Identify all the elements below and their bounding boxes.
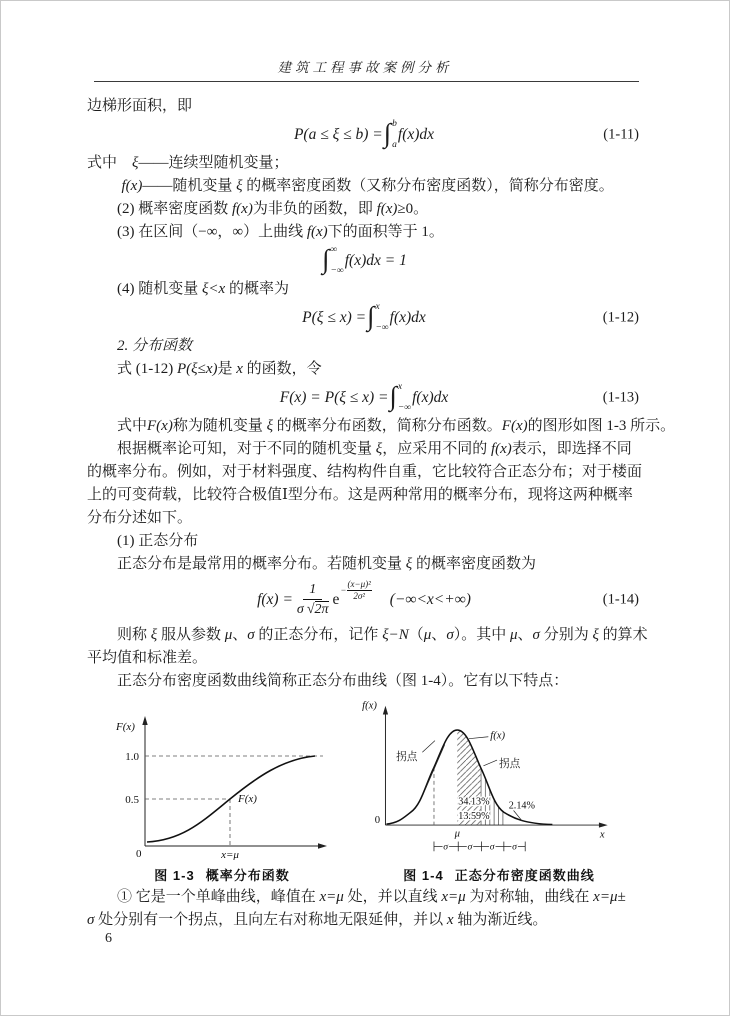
text-line [87, 221, 641, 244]
text-run: 为非负的函数，即 [252, 201, 377, 217]
text-run: 下的面积等于 1。 [327, 224, 444, 240]
inflection-left-label: 拐点 [396, 751, 418, 764]
inline-math: μ [423, 627, 432, 643]
sigma-label: σ [443, 841, 449, 853]
lower-limit: −∞ [330, 265, 344, 276]
denominator [297, 600, 329, 618]
text-run: 处分别有一个拐点，且向左右对称地无限延伸，并以 [94, 912, 447, 928]
lower-limit: −∞ [397, 402, 412, 413]
inline-math: ξ<x [202, 281, 226, 297]
inline-math: x [236, 361, 243, 377]
paragraph-group [87, 152, 641, 244]
text-run: 称为随机变量 [172, 418, 267, 434]
inflection-right-label: 拐点 [499, 757, 521, 770]
distribution-function-plot [87, 710, 357, 860]
text-run: 的概率密度函数（又称分布密度函数），简称分布密度。 [242, 178, 614, 194]
text-line [87, 461, 641, 484]
text-run: 的函数，令 [242, 361, 322, 377]
equation-number: (1-14) [602, 591, 639, 608]
tick-0.5: 0.5 [125, 794, 139, 806]
text-run: 正态分布是最常用的概率分布。若随机变量 [117, 556, 406, 572]
text-run: (2) 概率密度函数 [117, 201, 232, 217]
inline-math: f(x) [490, 441, 512, 457]
leader-inflection-right [483, 760, 497, 766]
integral [389, 380, 412, 413]
upper-limit: x [397, 382, 403, 392]
inline-math: F(x) [501, 418, 528, 434]
lower-limit: a [392, 139, 397, 150]
inline-math: F(x) [147, 418, 173, 434]
figure-1-3 [87, 710, 357, 884]
tangent-stroke [425, 745, 444, 790]
equation-1-14 [87, 578, 641, 622]
text-run: 分别为 [539, 627, 593, 643]
text-line [87, 647, 641, 670]
x-axis-arrow [318, 843, 327, 848]
integral-sign: ∫ [389, 380, 397, 411]
text-line [87, 507, 641, 530]
inline-math: f(x) [232, 201, 253, 217]
text-run: 表示，即选择不同 [511, 441, 632, 457]
paragraph-group [87, 886, 641, 932]
text-line [87, 95, 641, 118]
text-run: 根据概率论可知，对于不同的随机变量 [117, 441, 376, 457]
pct-1sigma-label: 34.13% [458, 796, 490, 808]
text-line [87, 175, 641, 198]
text-line [87, 553, 641, 576]
text-run: 服从参数 [157, 627, 225, 643]
equation-body [257, 579, 471, 618]
integral-sign: ∫ [383, 117, 392, 148]
fraction [297, 582, 329, 618]
integral-limits [392, 120, 397, 150]
integral-limits [398, 383, 411, 413]
exponent [340, 579, 371, 601]
inline-math: x=μ± [593, 889, 626, 905]
text-run: 的概率为 [225, 281, 289, 297]
paragraph-group [87, 278, 641, 301]
inline-math: ξ [150, 627, 158, 643]
paragraph-group [87, 95, 641, 118]
paragraph-group [87, 335, 641, 381]
text-run: 2. 分布函数 [117, 338, 193, 354]
x-axis-end-label: x [599, 828, 605, 841]
text-line [87, 670, 641, 693]
inline-math: x=μ [319, 889, 344, 905]
text-line [87, 530, 641, 553]
cdf-curve [147, 756, 315, 842]
radical-sign: √ [306, 602, 315, 617]
text-line [87, 886, 641, 909]
text-run: ）。其中 [453, 627, 510, 643]
text-run: (3) 在区间（−∞，∞）上曲线 [117, 224, 307, 240]
inline-math: ξ [266, 418, 274, 434]
inline-math: ξ [375, 441, 383, 457]
text-run: 边梯形面积，即 [87, 98, 193, 114]
text-line [87, 415, 676, 438]
equation-1-11 [87, 117, 641, 150]
pct-2sigma-label: 13.59% [458, 811, 490, 823]
inline-math: μ [224, 627, 233, 643]
sigma-label: σ [512, 841, 517, 853]
paragraph-group [87, 415, 676, 576]
numerator: 1 [303, 582, 322, 600]
y-axis-arrow [383, 706, 388, 715]
inline-math: f(x) [306, 224, 328, 240]
inline-math: σ [532, 627, 540, 643]
domain-note: (−∞<x<+∞) [389, 591, 471, 608]
text-run: (4) 随机变量 [117, 281, 202, 297]
inline-math: σ [446, 627, 454, 643]
equation-number: (1-11) [603, 126, 639, 143]
inline-math: ξ [592, 627, 599, 643]
text-run: ≥0。 [397, 201, 429, 217]
text-run: 轴为渐近线。 [453, 912, 548, 928]
exp-fraction [347, 579, 372, 601]
text-run: (1) 正态分布 [117, 533, 199, 549]
equation-number: (1-12) [602, 309, 639, 326]
sigma: σ [296, 602, 304, 617]
curve-label: F(x) [238, 793, 257, 805]
text-line [87, 358, 641, 381]
caption-title: 概率分布函数 [205, 868, 290, 883]
eq-term: f(x)dx [389, 309, 426, 326]
text-run: 式中 [117, 418, 148, 434]
figure-caption [154, 865, 289, 884]
inline-math: x=μ [441, 889, 466, 905]
text-run: 、 [517, 627, 533, 643]
running-header: 建筑工程事故案例分析 [277, 60, 453, 75]
integral-limits [331, 246, 344, 276]
curve-label: f(x) [490, 729, 506, 742]
eq-term: F(x) = P(ξ ≤ x) = [279, 389, 389, 406]
inline-math: ξ−N [382, 627, 409, 643]
text-run: （ [408, 627, 424, 643]
paragraph-group [87, 624, 648, 693]
text-run: 、 [431, 627, 447, 643]
lower-limit: −∞ [375, 322, 389, 333]
text-run: 为对称轴，曲线在 [465, 889, 594, 905]
equation-body [302, 300, 426, 333]
text-run: 的概率分布。例如，对于材料强度、结构构件自重，它比较符合正态分布；对于楼面 [87, 464, 643, 480]
text-line [87, 335, 641, 358]
integral [367, 300, 389, 333]
inline-math: σ [87, 912, 95, 928]
text-line [87, 909, 641, 932]
equation-number: (1-13) [602, 389, 639, 406]
equation-body [293, 117, 435, 150]
equation-1-13 [87, 380, 641, 413]
eq-term: f(x) = [257, 591, 293, 608]
y-axis-arrow [142, 716, 147, 725]
caption-label: 图 1-3 [154, 868, 195, 883]
text-run: ① 它是一个单峰曲线，峰值在 [117, 889, 320, 905]
text-line [87, 198, 641, 221]
text-run: 的算术 [598, 627, 648, 643]
text-run: 式 (1-12) [117, 361, 177, 377]
integral [322, 243, 344, 276]
x-mu-label: x=μ [221, 849, 239, 860]
upper-limit: x [375, 302, 380, 312]
caption-label: 图 1-4 [403, 868, 444, 883]
text-run: 的图形如图 1-3 所示。 [527, 418, 676, 434]
y-axis-label: f(x) [362, 699, 377, 712]
leader-inflection-left [422, 741, 435, 753]
mu-label: μ [454, 827, 460, 840]
eq-term: P(a ≤ ξ ≤ b) = [293, 126, 383, 143]
inline-math: f(x) [376, 201, 398, 217]
figure-1-4 [357, 696, 641, 884]
text-run: 上的可变荷载，比较符合极值Ⅰ型分布。这是两种常用的概率分布，现将这两种概率 [87, 487, 633, 503]
figure-caption [403, 865, 594, 884]
text-run: 处，并以直线 [343, 889, 442, 905]
text-run: 、 [232, 627, 248, 643]
sigma-label: σ [489, 841, 495, 853]
euler-e: e [332, 591, 340, 608]
radicand: 2π [314, 602, 329, 617]
text-line [87, 278, 641, 301]
text-run: 式中 [87, 155, 133, 171]
text-run: 分布分述如下。 [87, 510, 193, 526]
normal-density-plot [357, 696, 641, 860]
page-content [87, 95, 676, 932]
text-run: 是 [217, 361, 237, 377]
text-run: 正态分布密度函数曲线简称正态分布曲线（图 1-4）。它有以下特点： [117, 673, 569, 689]
upper-limit: b [392, 119, 397, 129]
text-run: 的正态分布，记作 [254, 627, 383, 643]
text-line [87, 438, 641, 461]
inline-math: σ [247, 627, 255, 643]
eq-term: f(x)dx [412, 389, 449, 406]
origin-label: 0 [136, 848, 142, 860]
inline-math: ξ [132, 155, 139, 171]
header-rule [94, 81, 639, 82]
inline-math: ξ [236, 178, 243, 194]
exp-sign: − [340, 585, 347, 595]
inline-math: ξ [405, 556, 413, 572]
origin-label: 0 [374, 814, 381, 827]
upper-limit: ∞ [330, 245, 338, 255]
tick-1.0: 1.0 [125, 751, 139, 763]
text-run: 的概率密度函数为 [412, 556, 536, 572]
eq-term: f(x)dx [397, 126, 435, 143]
text-run: ——随机变量 [142, 178, 237, 194]
integral-sign: ∫ [367, 300, 375, 331]
y-axis-label: F(x) [116, 721, 135, 733]
text-run: 平均值和标准差。 [87, 650, 208, 666]
figures-row [87, 696, 641, 884]
x-axis-arrow [599, 822, 608, 827]
text-run: ，应采用不同的 [382, 441, 491, 457]
inline-math: f(x) [121, 178, 143, 194]
leader-curve-label [469, 737, 488, 739]
exp-numerator: (x−μ)² [347, 579, 371, 590]
eq-term: f(x)dx = 1 [344, 252, 407, 269]
equation-body [321, 243, 407, 276]
pct-3sigma-label: 2.14% [508, 800, 535, 812]
eq-term: P(ξ ≤ x) = [302, 309, 367, 326]
sigma-label: σ [467, 841, 473, 853]
inline-math: P(ξ≤x) [177, 361, 218, 377]
text-line [87, 484, 641, 507]
caption-title: 正态分布密度函数曲线 [454, 868, 595, 883]
inline-math: μ [509, 627, 518, 643]
text-run: 则称 [117, 627, 151, 643]
equation-1-12 [87, 300, 641, 333]
inline-math: x [446, 912, 454, 928]
exp-denominator: 2σ² [353, 590, 365, 601]
page-number: 6 [105, 931, 112, 946]
text-line [87, 152, 641, 175]
equation-area-unity [87, 243, 641, 276]
text-run: 的概率分布函数，简称分布函数。 [273, 418, 502, 434]
integral [383, 117, 397, 150]
text-run: ——连续型随机变量； [138, 155, 289, 171]
integral-limits [375, 303, 388, 333]
integral-sign: ∫ [322, 243, 330, 274]
equation-body [279, 380, 449, 413]
text-line [87, 624, 648, 647]
